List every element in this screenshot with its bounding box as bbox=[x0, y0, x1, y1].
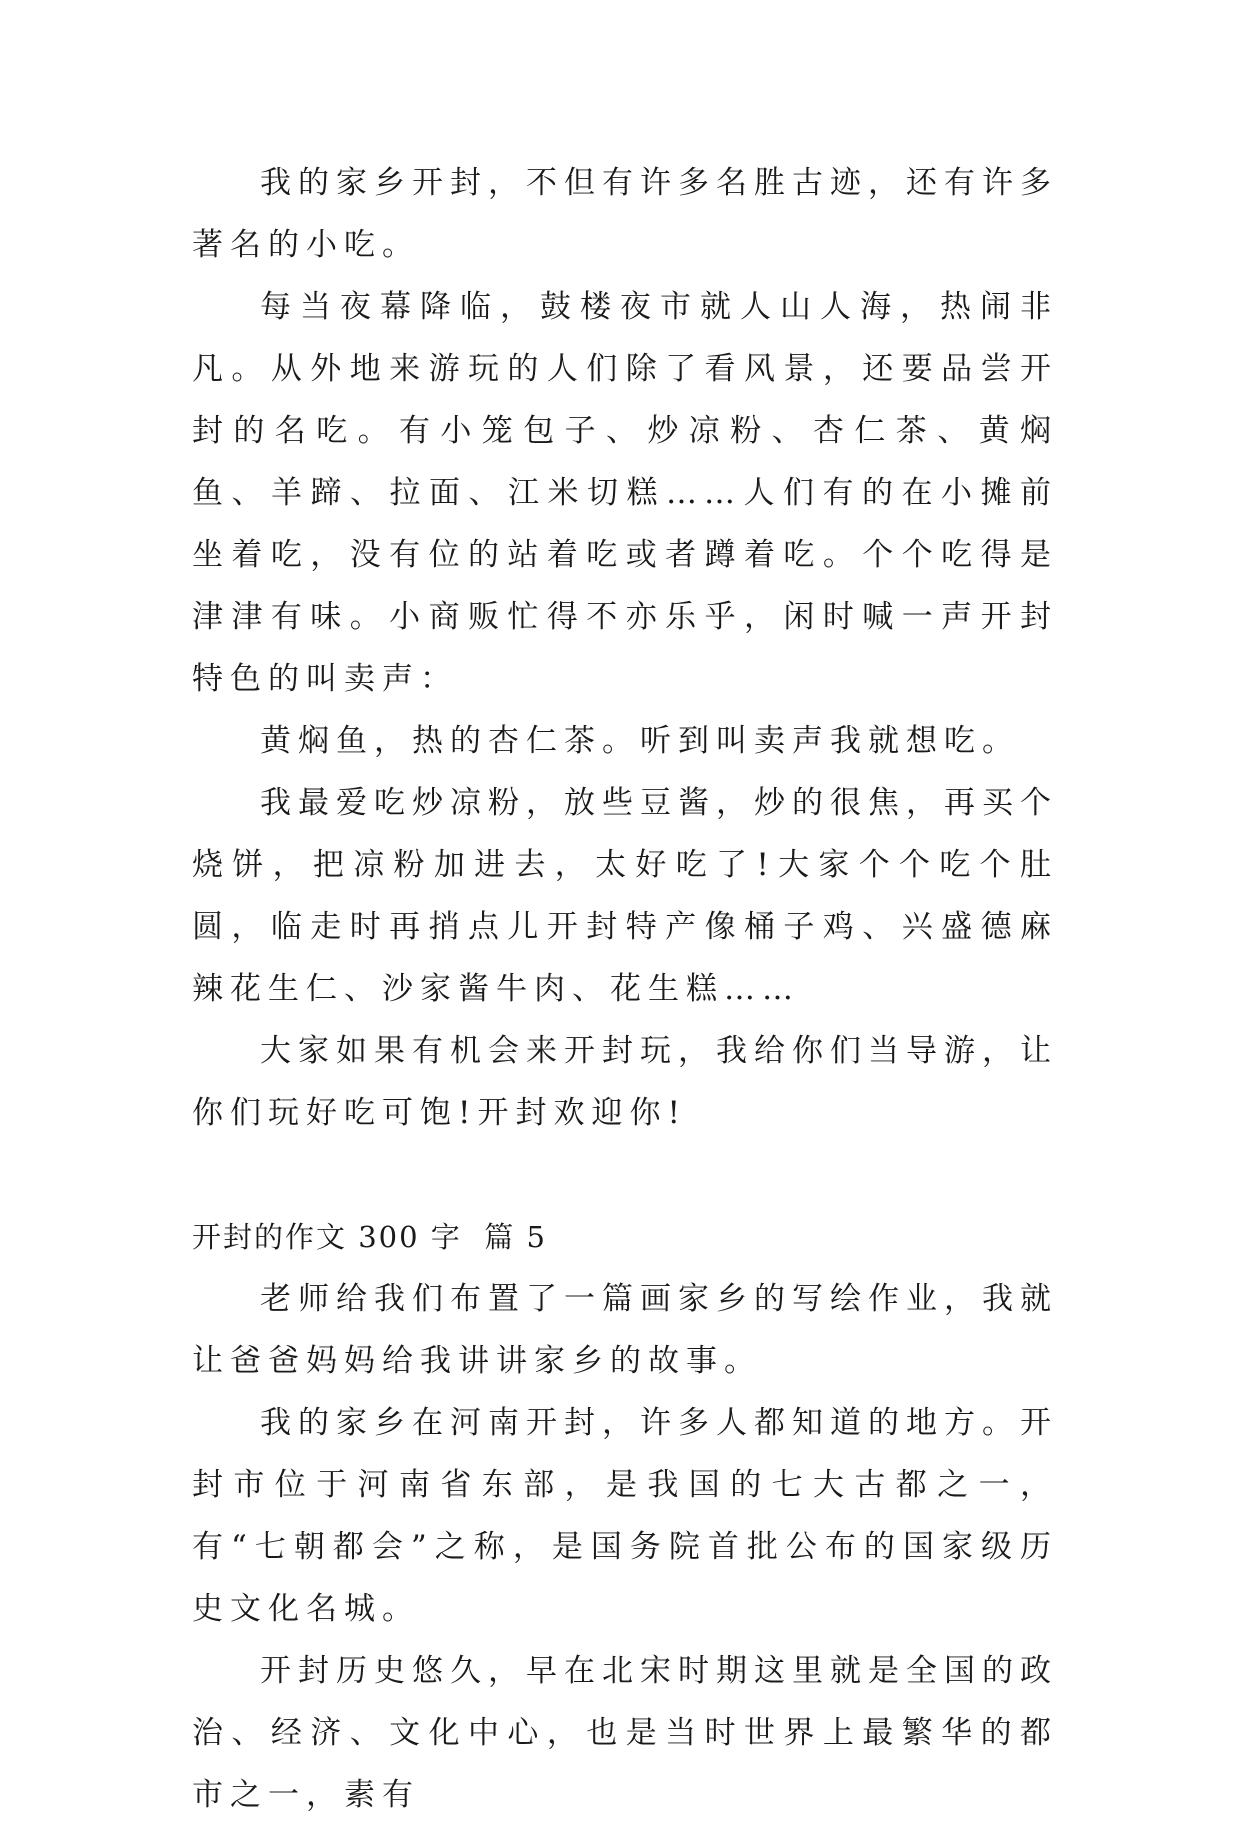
paragraph-night-market: 每当夜幕降临，鼓楼夜市就人山人海，热闹非凡。从外地来游玩的人们除了看风景，还要品尝开封的名吃。有小笼包子、炒凉粉、杏仁茶、黄焖鱼、羊蹄、拉面、江米切糕……人们有的在小摊前坐着吃，没有位的站着吃或者蹲着吃。个个吃得是津津有味。小商贩忙得不亦乐乎，闲时喊一声开封特色的叫卖声： bbox=[192, 289, 1058, 697]
paragraph-homework: 老师给我们布置了一篇画家乡的写绘作业，我就让爸爸妈妈给我讲讲家乡的故事。 bbox=[192, 1281, 1058, 1379]
paragraph-kaifeng-location: 我的家乡在河南开封，许多人都知道的地方。开封市位于河南省东部，是我国的七大古都之一，有“七朝都会”之称，是国务院首批公布的国家级历史文化名城。 bbox=[192, 1405, 1058, 1627]
paragraph-hometown-snacks: 我的家乡开封，不但有许多名胜古迹，还有许多著名的小吃。 bbox=[192, 165, 1058, 263]
paragraph-vendor-call: 黄焖鱼，热的杏仁茶。听到叫卖声我就想吃。 bbox=[260, 723, 1020, 759]
section-gap bbox=[192, 1144, 1058, 1206]
paragraph-kaifeng-history: 开封历史悠久，早在北宋时期这里就是全国的政治、经济、文化中心，也是当时世界上最繁华的都市之一，素有 bbox=[192, 1653, 1058, 1813]
paragraph-favorite-food: 我最爱吃炒凉粉，放些豆酱，炒的很焦，再买个烧饼，把凉粉加进去，太好吃了!大家个个吃个肚圆，临走时再捎点儿开封特产像桶子鸡、兴盛德麻辣花生仁、沙家酱牛肉、花生糕…… bbox=[192, 785, 1058, 1007]
document-page bbox=[192, 152, 1058, 1826]
section-heading: 开封的作文 300 字 篇 5 bbox=[192, 1220, 547, 1254]
paragraph-welcome: 大家如果有机会来开封玩，我给你们当导游，让你们玩好吃可饱!开封欢迎你! bbox=[192, 1033, 1058, 1131]
